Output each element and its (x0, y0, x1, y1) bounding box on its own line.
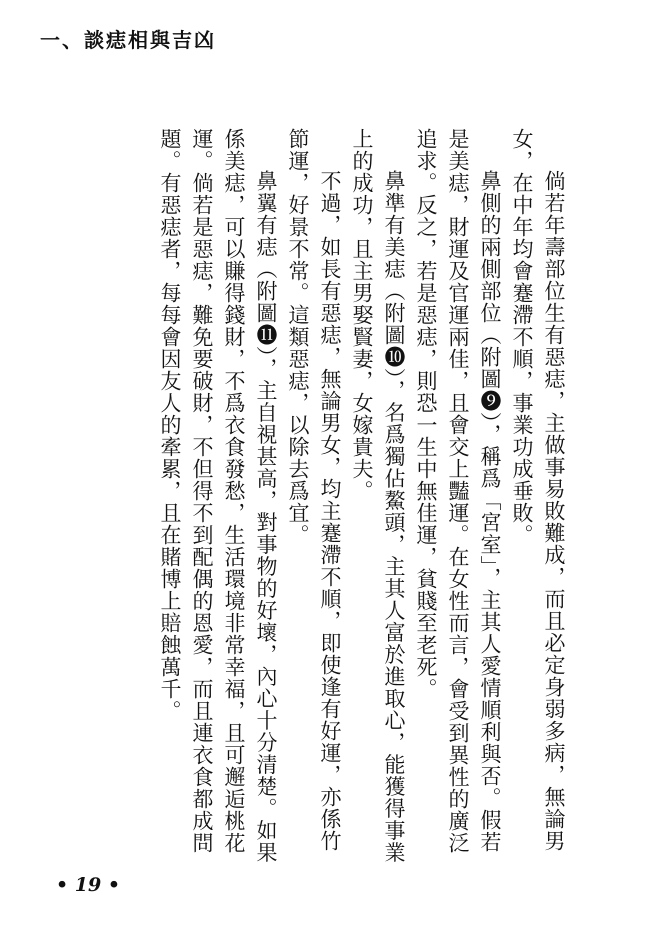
paragraph: 鼻翼有痣（附圖⓫），主自視甚高，對事物的好壞，內心十分清楚。如果係美痣，可以賺得錢財，不爲衣食發愁，生活環境非常幸福，且可邂逅桃花運。倘若是惡痣，難免要破財，不但得不到配偶的恩愛，而且連衣食都成問題。有惡痣者，每每會因友人的牽累，且在賭博上賠蝕萬千。 (158, 128, 278, 864)
paragraph: 鼻準有美痣（附圖❿），名爲獨佔鰲頭，主其人富於進取心，能獲得事業上的成功，且主男娶賢妻，女嫁貴夫。 (350, 128, 406, 864)
running-head: 一、談痣相與吉凶 (40, 28, 216, 52)
page-number: • 19 • (56, 874, 120, 896)
page-body (90, 128, 570, 868)
paragraph: 倘若年壽部位生有惡痣，主做事易敗難成，而且必定身弱多病，無論男女，在中年均會蹇滯不順，事業功成垂敗。 (510, 128, 566, 852)
paragraph: 不過，如長有惡痣，無論男女，均主蹇滯不順，即使逢有好運，亦係竹節運，好景不常。這類惡痣，以除去爲宜。 (286, 128, 342, 852)
paragraph: 鼻側的兩側部位（附圖❾），稱爲「宮室」，主其人愛情順利與否。假若是美痣，財運及官運兩佳，且會交上豔運。在女性而言，會受到異性的廣泛追求。反之，若是惡痣，則恐一生中無佳運，貧賤至老死。 (414, 128, 502, 854)
